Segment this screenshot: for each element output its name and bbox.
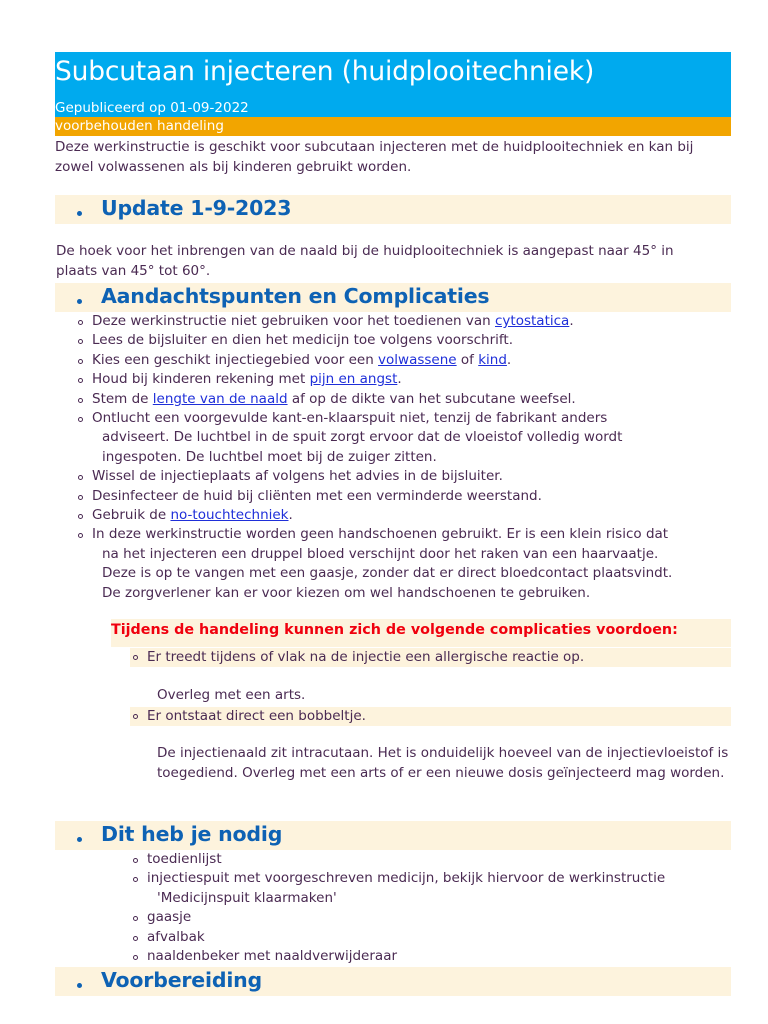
title-banner xyxy=(55,52,731,117)
section-update-title: Update 1-9-2023 xyxy=(101,196,292,220)
circle-bullet-icon xyxy=(133,877,138,882)
list-item: Desinfecteer de huid bij cliënten met een verminderde weerstand. xyxy=(75,487,680,506)
list-item: Ontlucht een voorgevulde kant-en-klaarspuit niet, tenzij de fabrikant anders adviseert. De luchtbel in de spuit zorgt ervoor dat de vloeistof volledig wordt ingespoten. De luchtbel moet bij de zuiger zitten. xyxy=(75,409,680,467)
section-update-heading xyxy=(55,195,731,224)
circle-bullet-icon xyxy=(78,475,83,480)
circle-bullet-icon xyxy=(78,339,83,344)
section-needs-heading xyxy=(55,821,731,850)
list-item: Wissel de injectieplaats af volgens het advies in de bijsluiter. xyxy=(75,467,680,486)
link-volwassene[interactable]: volwassene xyxy=(378,351,457,368)
section-attention xyxy=(55,283,731,312)
link-no-touchtechniek[interactable]: no-touchtechniek xyxy=(170,507,289,524)
section-update xyxy=(55,195,731,224)
page-title: Subcutaan injecteren (huidplooitechniek) xyxy=(55,56,595,87)
list-item: Houd bij kinderen rekening met pijn en angst. xyxy=(75,370,680,389)
list-item: Deze werkinstructie niet gebruiken voor het toedienen van cytostatica. xyxy=(75,312,680,331)
bullet-dot xyxy=(77,837,82,842)
intro-text: Deze werkinstructie is geschikt voor subcutaan injecteren met de huidplooitechniek en kan bij zowel volwassenen als bij kinderen gebruikt worden. xyxy=(55,139,694,175)
link-kind[interactable]: kind xyxy=(478,351,507,368)
bullet-dot xyxy=(77,983,82,988)
update-text: De hoek voor het inbrengen van de naald bij de huidplooitechniek is aangepast naar 45° in plaats van 45° tot 60°. xyxy=(56,243,674,279)
circle-bullet-icon xyxy=(78,320,83,325)
complication-note: Overleg met een arts. xyxy=(157,687,306,703)
list-item: Gebruik de no-touchtechniek. xyxy=(75,506,680,525)
circle-bullet-icon xyxy=(133,714,138,719)
section-attention-heading xyxy=(55,283,731,312)
circle-bullet-icon xyxy=(133,936,138,941)
list-item: Stem de lengte van de naald af op de dikte van het subcutane weefsel. xyxy=(75,390,680,409)
complication-item: Er ontstaat direct een bobbeltje. xyxy=(130,707,731,726)
complication-item: Er treedt tijdens of vlak na de injectie een allergische reactie op. xyxy=(130,648,731,667)
circle-bullet-icon xyxy=(78,417,83,422)
section-attention-title: Aandachtspunten en Complicaties xyxy=(101,284,490,308)
link-cytostatica[interactable]: cytostatica xyxy=(495,313,570,329)
bullet-dot xyxy=(77,211,82,216)
list-item: Kies een geschikt injectiegebied voor een volwassene of kind. xyxy=(75,351,680,370)
link-pijn-en-angst[interactable]: pijn en angst xyxy=(309,371,398,388)
list-item: afvalbak xyxy=(130,928,735,947)
list-item: Lees de bijsluiter en dien het medicijn toe volgens voorschrift. xyxy=(75,331,680,350)
circle-bullet-icon xyxy=(133,655,138,660)
complications-heading xyxy=(111,619,731,647)
circle-bullet-icon xyxy=(78,378,83,383)
list-item: In deze werkinstructie worden geen handschoenen gebruikt. Er is een klein risico dat na het injecteren een druppel bloed verschijnt door het raken van een haarvaatje. Deze is op te vangen met een gaasje, zonder dat er direct bloedcontact plaatsvindt. De zorgverlener kan er voor kiezen om wel handschoenen te gebruiken. xyxy=(75,525,680,603)
bullet-dot xyxy=(77,299,82,304)
link-lengte-van-de-naald[interactable]: lengte van de naald xyxy=(152,390,288,407)
circle-bullet-icon xyxy=(78,495,83,500)
circle-bullet-icon xyxy=(78,359,83,364)
circle-bullet-icon xyxy=(133,858,138,863)
document-page xyxy=(55,52,731,177)
list-item: gaasje xyxy=(130,908,735,927)
circle-bullet-icon xyxy=(78,533,83,538)
circle-bullet-icon xyxy=(78,398,83,403)
complication-note: De injectienaald zit intracutaan. Het is onduidelijk hoeveel van de injectievloeistof is toegediend. Overleg met een arts of er een nieuwe dosis geïnjecteerd mag worden. xyxy=(157,745,729,781)
section-preparation-title: Voorbereiding xyxy=(101,968,263,992)
circle-bullet-icon xyxy=(78,514,83,519)
circle-bullet-icon xyxy=(133,955,138,960)
list-item: toedienlijst xyxy=(130,850,735,869)
attention-list xyxy=(75,312,680,603)
section-preparation-heading xyxy=(55,967,731,996)
complications-title: Tijdens de handeling kunnen zich de volgende complicaties voordoen: xyxy=(111,622,678,638)
list-item: injectiespuit met voorgeschreven medicijn, bekijk hiervoor de werkinstructie 'Medicijnspuit klaarmaken' xyxy=(130,869,735,908)
reserved-procedure-banner: voorbehouden handeling xyxy=(55,117,731,136)
list-item: naaldenbeker met naaldverwijderaar xyxy=(130,947,735,966)
section-preparation xyxy=(55,967,731,996)
needs-list xyxy=(130,850,735,966)
section-needs-title: Dit heb je nodig xyxy=(101,822,283,846)
circle-bullet-icon xyxy=(133,916,138,921)
published-date: Gepubliceerd op 01-09-2022 xyxy=(55,100,249,116)
section-needs xyxy=(55,821,731,850)
